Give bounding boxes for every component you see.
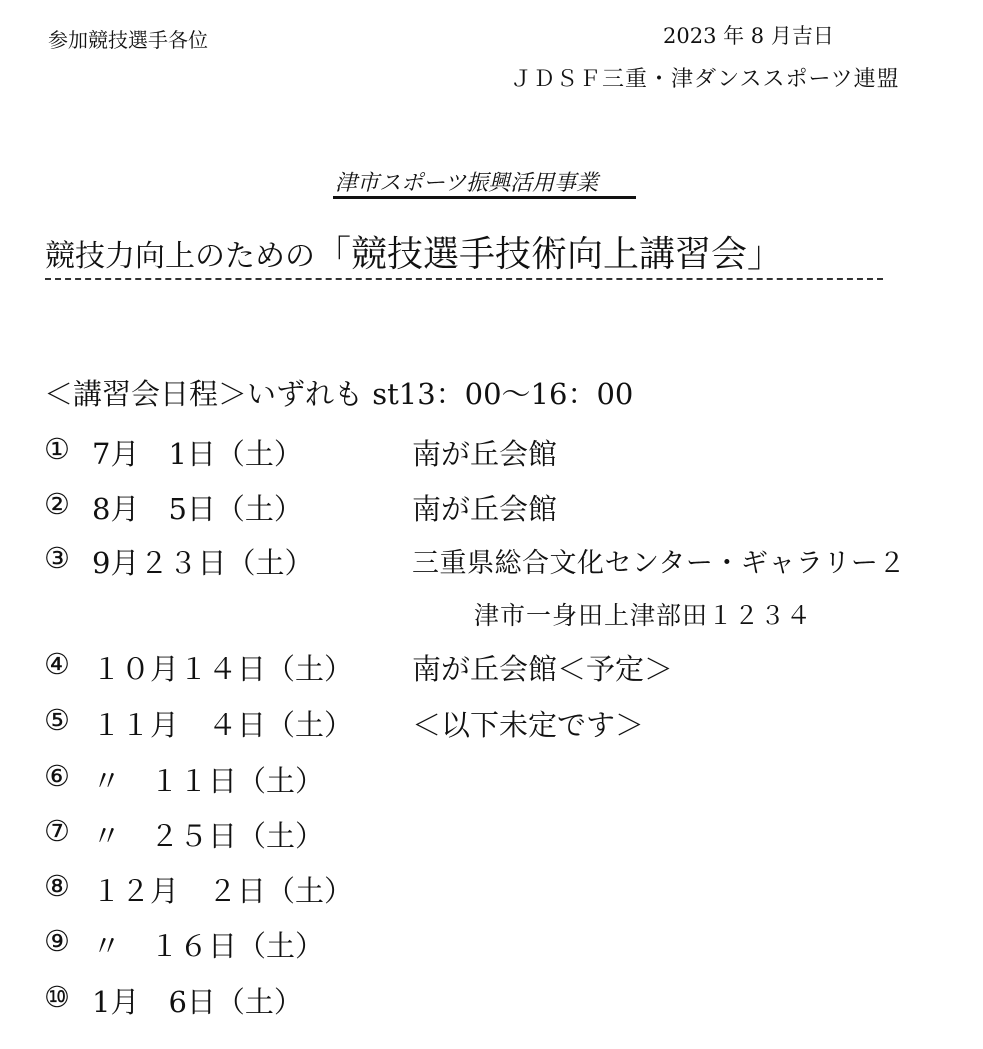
row-venue: ＜以下未定です＞ [412, 708, 645, 742]
row-number: ⑤ [44, 703, 70, 737]
row-number: ⑥ [44, 759, 70, 793]
row-date: 7月 1日（土） [92, 437, 303, 471]
title-main: 「競技選手技術向上講習会」 [315, 234, 784, 275]
row-date: １２月 ２日（土） [92, 874, 354, 908]
row-number: ③ [44, 541, 70, 575]
row-date: 〃 ２５日（土） [92, 819, 325, 853]
row-date: 〃 １１日（土） [92, 764, 325, 798]
organization-name: ＪＤＳＦ三重・津ダンススポーツ連盟 [510, 67, 900, 92]
schedule-header: ＜講習会日程＞いずれも st13：00〜16：00 [44, 377, 634, 411]
row-venue: 三重県総合文化センター・ギャラリー２ [412, 548, 906, 579]
title-prefix: 競技力向上のための [45, 239, 315, 274]
row-number: ① [44, 432, 70, 466]
row-number: ⑧ [44, 869, 70, 903]
row-date: 8月 5日（土） [92, 492, 303, 526]
row-date: １０月１４日（土） [92, 652, 354, 686]
project-underline [333, 196, 636, 199]
row-number: ⑩ [44, 980, 70, 1014]
row-venue: 南が丘会館 [412, 437, 558, 471]
addressee: 参加競技選手各位 [48, 28, 208, 52]
row-number: ④ [44, 647, 70, 681]
row-number: ⑨ [44, 924, 70, 958]
row-date: 〃 １６日（土） [92, 929, 325, 963]
row-venue: 南が丘会館 [412, 492, 558, 526]
row-date: 9月２３日（土） [92, 546, 314, 580]
row-date: １１月 ４日（土） [92, 708, 354, 742]
title-dashed-underline [45, 278, 883, 280]
row-venue: 南が丘会館＜予定＞ [412, 652, 674, 686]
project-name: 津市スポーツ振興活用事業 [335, 171, 599, 196]
row-date: 1月 6日（土） [92, 985, 303, 1019]
row-number: ② [44, 487, 70, 521]
page-title [45, 226, 783, 285]
document-date: 2023 年 8 月吉日 [663, 24, 834, 48]
venue-address: 津市一身田上津部田１２３４ [474, 601, 813, 630]
row-number: ⑦ [44, 814, 70, 848]
